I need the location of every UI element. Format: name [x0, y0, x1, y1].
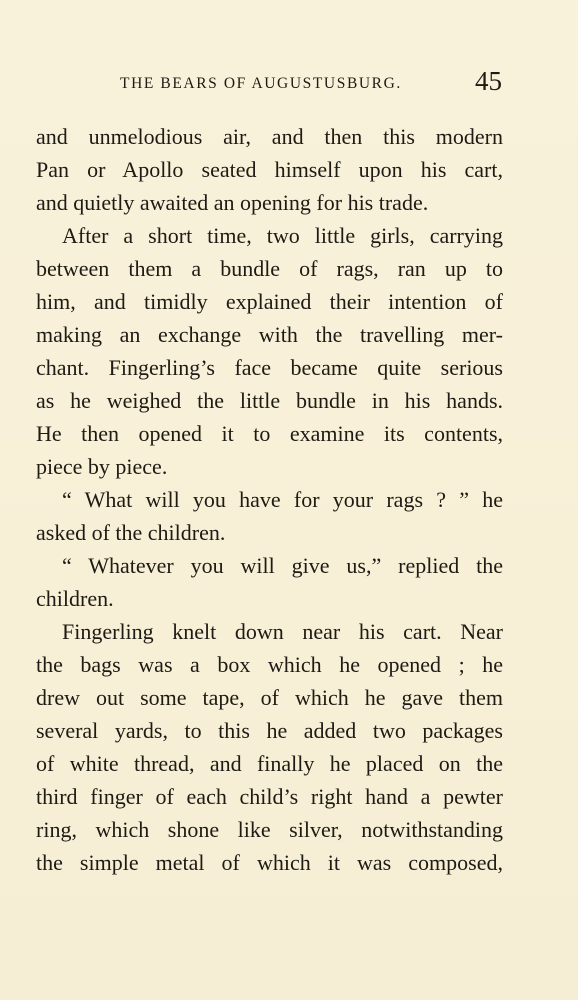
text-line: and unmelodious air, and then this modern — [36, 124, 503, 149]
text-line: him, and timidly explained their intention of — [36, 289, 503, 314]
text-line: asked of the children. — [36, 520, 226, 545]
running-head — [36, 66, 504, 100]
text-line: “ Whatever you will give us,” replied the — [62, 553, 503, 578]
text-line: He then opened it to examine its contents, — [36, 421, 503, 446]
text-line: making an exchange with the travelling mer- — [36, 322, 503, 347]
text-line: chant. Fingerling’s face became quite serious — [36, 355, 503, 380]
page-number: 45 — [475, 66, 502, 96]
text-line: drew out some tape, of which he gave them — [36, 685, 503, 710]
text-line: the simple metal of which it was composed, — [36, 850, 503, 875]
text-line: Pan or Apollo seated himself upon his cart, — [36, 157, 503, 182]
text-line: children. — [36, 586, 114, 611]
text-line: “ What will you have for your rags ? ” he — [62, 487, 503, 512]
text-line: Fingerling knelt down near his cart. Near — [62, 619, 503, 644]
text-line: ring, which shone like silver, notwithstanding — [36, 817, 503, 842]
text-line: and quietly awaited an opening for his trade. — [36, 190, 429, 215]
text-line: third finger of each child’s right hand a pewter — [36, 784, 503, 809]
text-line: between them a bundle of rags, ran up to — [36, 256, 503, 281]
text-line: as he weighed the little bundle in his hands. — [36, 388, 503, 413]
running-title: THE BEARS OF AUGUSTUSBURG. — [120, 75, 402, 92]
text-line: the bags was a box which he opened ; he — [36, 652, 503, 677]
text-line: piece by piece. — [36, 454, 168, 479]
text-line: After a short time, two little girls, carrying — [62, 223, 503, 248]
text-line: several yards, to this he added two packages — [36, 718, 503, 743]
text-line: of white thread, and finally he placed on the — [36, 751, 503, 776]
